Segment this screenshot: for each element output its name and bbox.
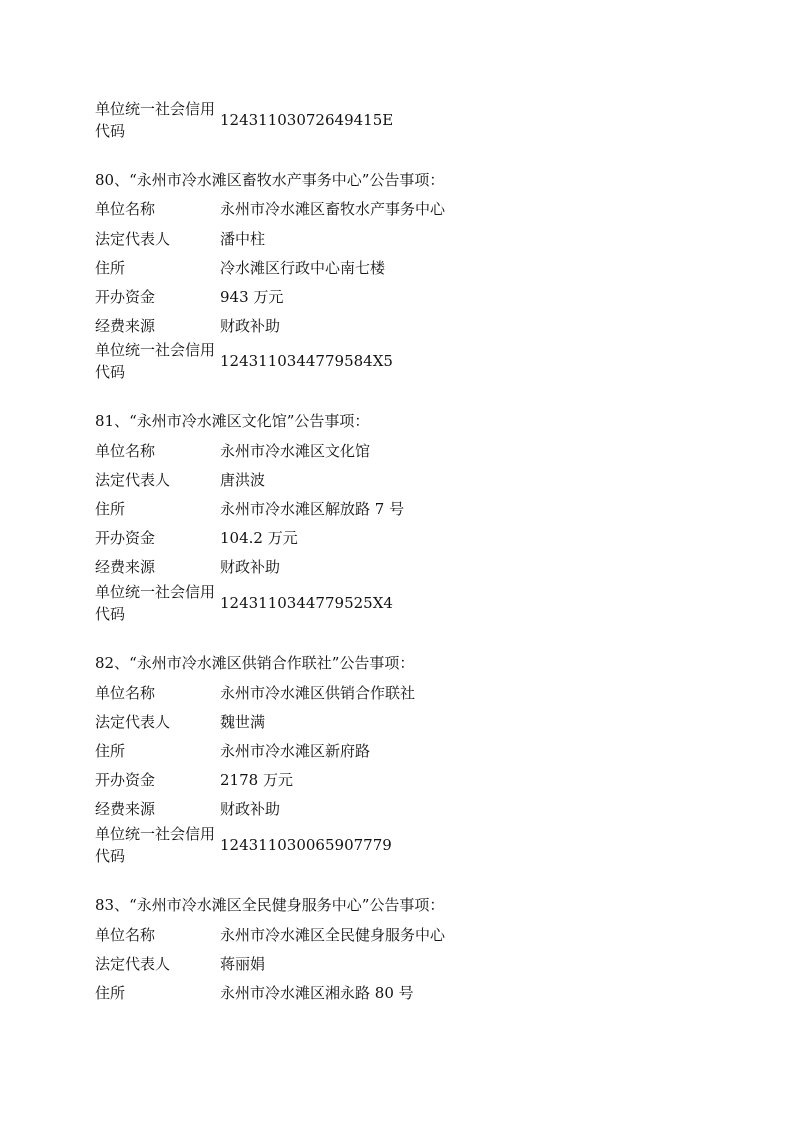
credit-code-label: 单位统一社会信用代码 xyxy=(95,825,216,865)
address-label: 住所 xyxy=(95,259,126,277)
funds-value: 943 万元 xyxy=(220,288,284,306)
funds-label: 开办资金 xyxy=(95,771,156,789)
funds-row xyxy=(0,523,793,553)
address-value: 永州市冷水滩区新府路 xyxy=(220,742,371,760)
legal-rep-label: 法定代表人 xyxy=(95,713,171,731)
address-value: 永州市冷水滩区湘永路 80 号 xyxy=(220,984,414,1002)
unit-name-label: 单位名称 xyxy=(95,442,156,460)
unit-name-row xyxy=(0,678,793,708)
legal-rep-value: 魏世满 xyxy=(220,713,266,731)
funds-value: 2178 万元 xyxy=(220,771,293,789)
funding-source-label: 经费来源 xyxy=(95,800,156,818)
legal-rep-label: 法定代表人 xyxy=(95,230,171,248)
legal-rep-row xyxy=(0,707,793,737)
funds-label: 开办资金 xyxy=(95,529,156,547)
credit-code-value: 12431103072649415E xyxy=(220,111,394,129)
legal-rep-row xyxy=(0,465,793,495)
unit-name-value: 永州市冷水滩区文化馆 xyxy=(220,442,371,460)
legal-rep-row xyxy=(0,949,793,979)
credit-code-value: 124311030065907779 xyxy=(220,836,392,854)
address-row xyxy=(0,253,793,283)
section-heading-81: 81、“永州市冷水滩区文化馆”公告事项： xyxy=(95,412,370,430)
credit-code-row xyxy=(0,98,793,142)
credit-code-value: 1243110344779525X4 xyxy=(220,594,393,612)
legal-rep-value: 唐洪波 xyxy=(220,471,266,489)
address-label: 住所 xyxy=(95,500,126,518)
unit-name-row xyxy=(0,194,793,224)
credit-code-label: 单位统一社会信用代码 xyxy=(95,583,216,623)
funds-value: 104.2 万元 xyxy=(220,529,298,547)
unit-name-value: 永州市冷水滩区全民健身服务中心 xyxy=(220,926,446,944)
address-row xyxy=(0,736,793,766)
address-row xyxy=(0,978,793,1008)
address-label: 住所 xyxy=(95,984,126,1002)
section-heading-82: 82、“永州市冷水滩区供销合作联社”公告事项： xyxy=(95,654,415,672)
legal-rep-label: 法定代表人 xyxy=(95,955,171,973)
unit-name-value: 永州市冷水滩区供销合作联社 xyxy=(220,684,416,702)
section-heading-83: 83、“永州市冷水滩区全民健身服务中心”公告事项： xyxy=(95,896,445,914)
funding-source-label: 经费来源 xyxy=(95,558,156,576)
unit-name-value: 永州市冷水滩区畜牧水产事务中心 xyxy=(220,200,446,218)
funding-source-value: 财政补助 xyxy=(220,800,281,818)
funding-source-row xyxy=(0,552,793,582)
credit-code-label: 单位统一社会信用代码 xyxy=(95,341,216,381)
unit-name-label: 单位名称 xyxy=(95,926,156,944)
legal-rep-label: 法定代表人 xyxy=(95,471,171,489)
legal-rep-value: 蒋丽娟 xyxy=(220,955,266,973)
credit-code-row xyxy=(0,339,793,383)
credit-code-label: 单位统一社会信用代码 xyxy=(95,100,216,140)
legal-rep-row xyxy=(0,224,793,254)
address-row xyxy=(0,494,793,524)
funds-row xyxy=(0,765,793,795)
funding-source-value: 财政补助 xyxy=(220,558,281,576)
funding-source-value: 财政补助 xyxy=(220,317,281,335)
credit-code-row xyxy=(0,581,793,625)
unit-name-label: 单位名称 xyxy=(95,200,156,218)
address-label: 住所 xyxy=(95,742,126,760)
funds-row xyxy=(0,282,793,312)
funds-label: 开办资金 xyxy=(95,288,156,306)
credit-code-row xyxy=(0,823,793,867)
address-value: 永州市冷水滩区解放路 7 号 xyxy=(220,500,405,518)
section-heading-80: 80、“永州市冷水滩区畜牧水产事务中心”公告事项： xyxy=(95,171,445,189)
funding-source-row xyxy=(0,311,793,341)
legal-rep-value: 潘中柱 xyxy=(220,230,266,248)
credit-code-value: 1243110344779584X5 xyxy=(220,352,393,370)
address-value: 冷水滩区行政中心南七楼 xyxy=(220,259,386,277)
funding-source-row xyxy=(0,794,793,824)
unit-name-row xyxy=(0,920,793,950)
unit-name-row xyxy=(0,436,793,466)
unit-name-label: 单位名称 xyxy=(95,684,156,702)
funding-source-label: 经费来源 xyxy=(95,317,156,335)
